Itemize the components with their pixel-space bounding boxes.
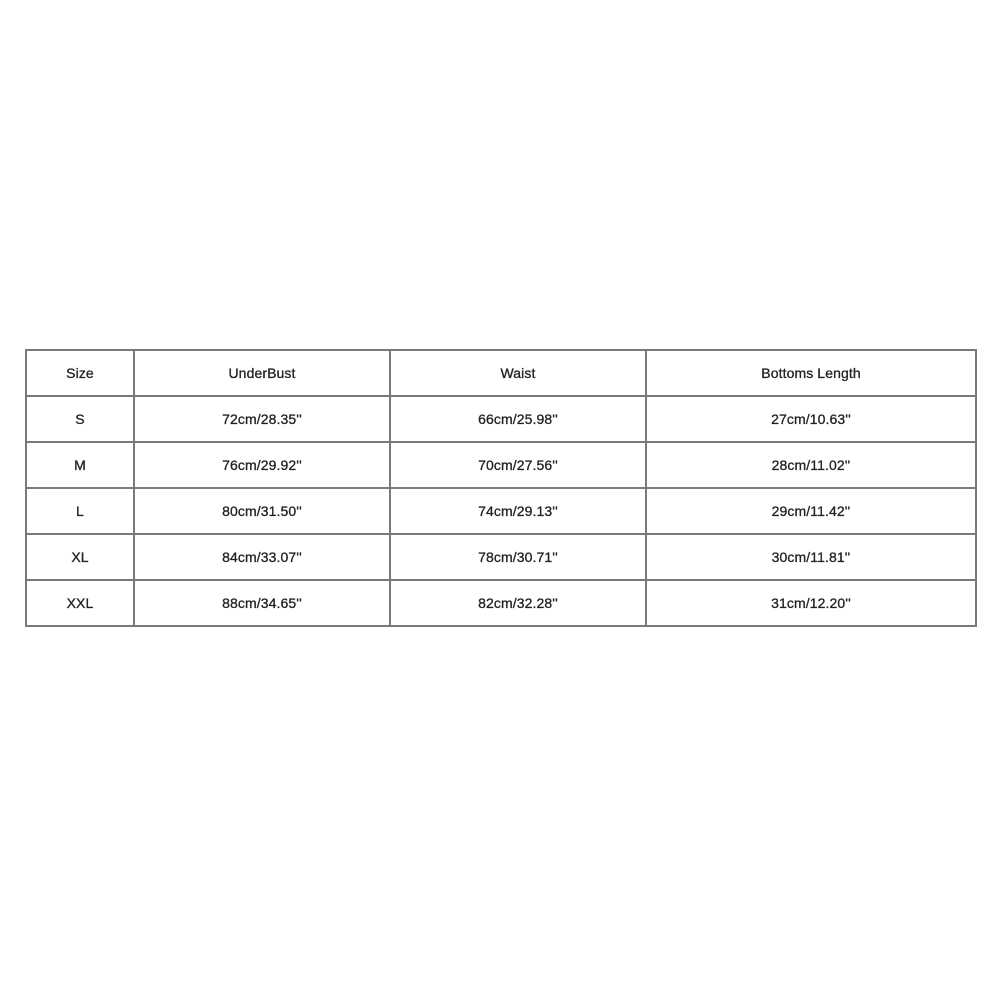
header-size: Size	[26, 350, 134, 396]
cell-size: S	[26, 396, 134, 442]
cell-waist: 70cm/27.56''	[390, 442, 646, 488]
cell-waist: 82cm/32.28''	[390, 580, 646, 626]
header-bottoms-length: Bottoms Length	[646, 350, 976, 396]
table-row	[26, 534, 976, 580]
cell-underbust: 72cm/28.35''	[134, 396, 390, 442]
cell-waist: 78cm/30.71''	[390, 534, 646, 580]
cell-underbust: 76cm/29.92''	[134, 442, 390, 488]
cell-bottoms-length: 29cm/11.42''	[646, 488, 976, 534]
cell-bottoms-length: 30cm/11.81''	[646, 534, 976, 580]
cell-waist: 74cm/29.13''	[390, 488, 646, 534]
cell-size: XL	[26, 534, 134, 580]
cell-bottoms-length: 28cm/11.02''	[646, 442, 976, 488]
table-row	[26, 442, 976, 488]
cell-underbust: 88cm/34.65''	[134, 580, 390, 626]
header-underbust: UnderBust	[134, 350, 390, 396]
cell-underbust: 84cm/33.07''	[134, 534, 390, 580]
table-header-row	[26, 350, 976, 396]
table-row	[26, 580, 976, 626]
cell-size: L	[26, 488, 134, 534]
cell-size: M	[26, 442, 134, 488]
table-row	[26, 488, 976, 534]
size-chart-table	[25, 349, 977, 627]
header-waist: Waist	[390, 350, 646, 396]
cell-bottoms-length: 31cm/12.20''	[646, 580, 976, 626]
cell-underbust: 80cm/31.50''	[134, 488, 390, 534]
cell-size: XXL	[26, 580, 134, 626]
table-row	[26, 396, 976, 442]
cell-waist: 66cm/25.98''	[390, 396, 646, 442]
cell-bottoms-length: 27cm/10.63''	[646, 396, 976, 442]
